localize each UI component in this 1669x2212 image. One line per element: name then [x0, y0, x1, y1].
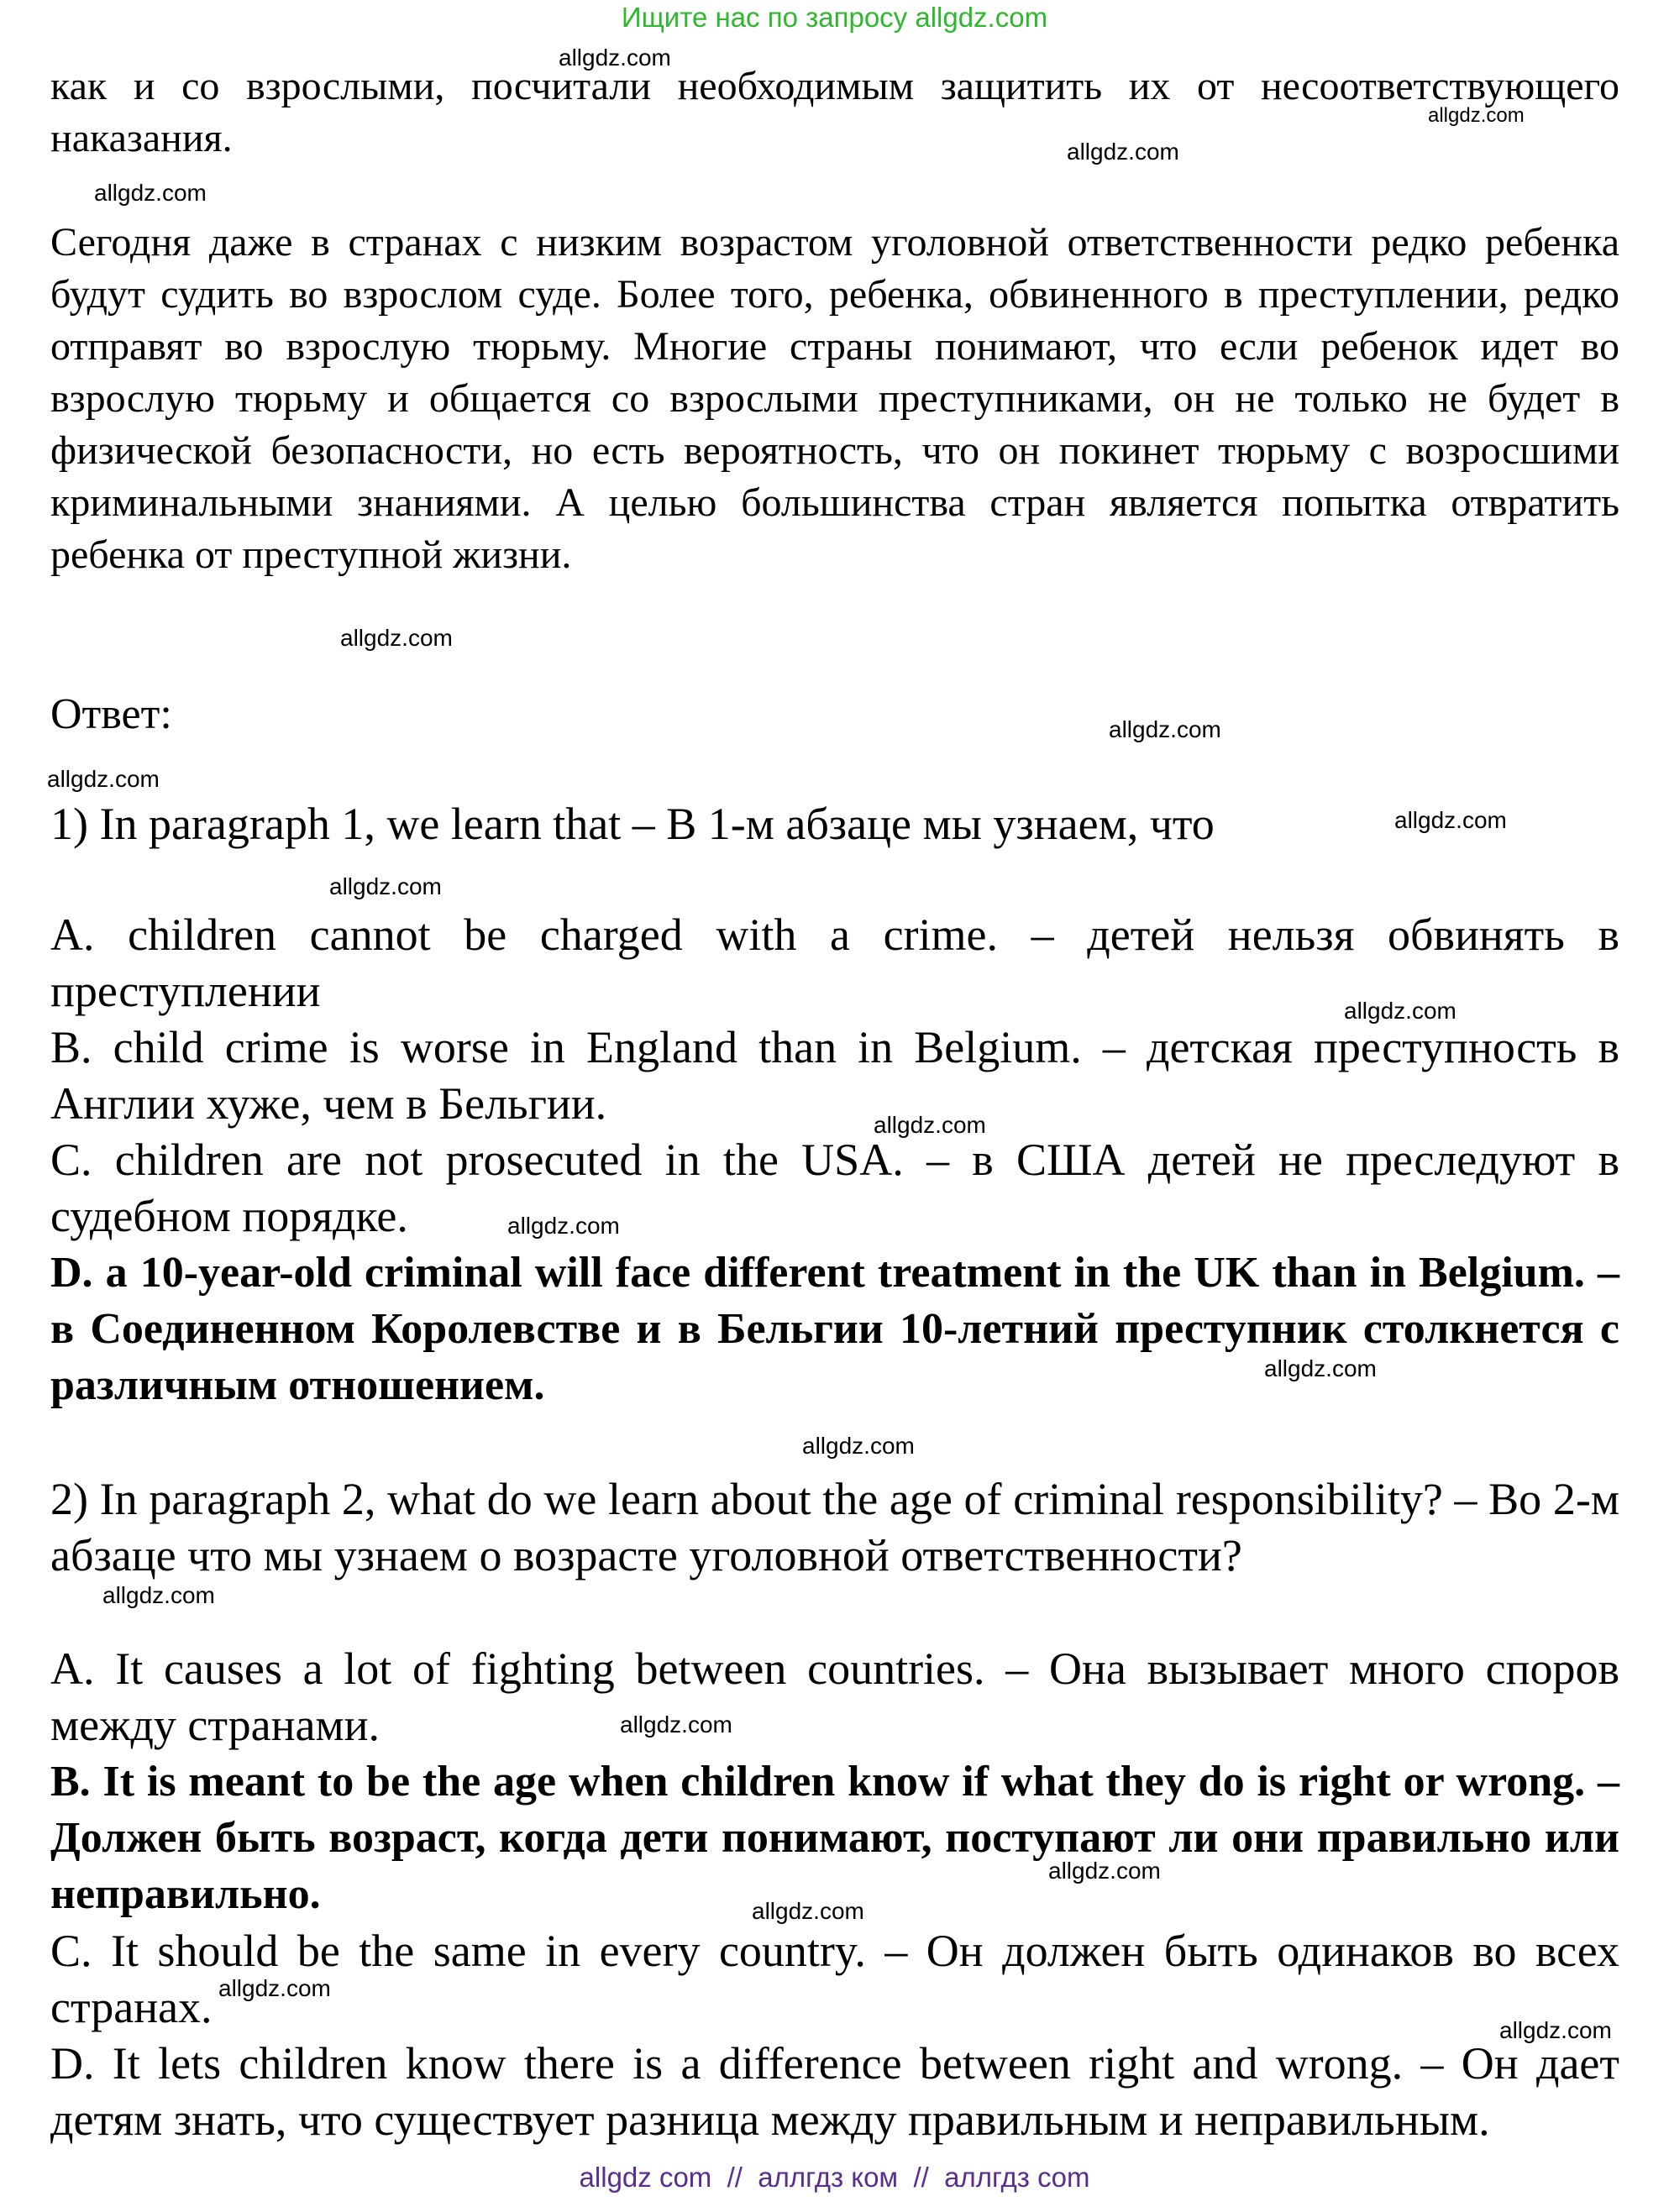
question-1-option-b: B. child crime is worse in England than in Belgium. – детская преступность в Англии хуже, чем в Бельгии. — [50, 1022, 1619, 1129]
watermark: allgdz.com — [329, 873, 442, 899]
watermark: allgdz.com — [1394, 807, 1507, 833]
question-2-option-d: D. It lets children know there is a difference between right and wrong. – Он дает детям знать, что существует разница между правильным и неправильным. — [50, 2038, 1619, 2145]
watermark: allgdz.com — [47, 766, 160, 792]
question-1-option-c: C. children are not prosecuted in the USA. – в США детей не преследуют в судебном порядке. — [50, 1135, 1619, 1241]
question-2-prompt: 2) In paragraph 2, what do we learn about the age of criminal responsibility? – Во 2-м абзаце что мы узнаем о возрасте уголовной ответственности? — [50, 1474, 1619, 1580]
watermark: allgdz.com — [1264, 1355, 1377, 1381]
watermark: allgdz.com — [507, 1213, 620, 1239]
question-1-option-a: A. children cannot be charged with a crime. – детей нельзя обвинять в преступлении — [50, 909, 1619, 1016]
text-paragraph: Сегодня даже в странах с низким возрастом уголовной ответственности редко ребенка будут судить во взрослом суде. Более того, ребенка, обвиненного в преступлении, редко отправят во взрослую тюрьму. Многие страны понимают, что если ребенок идет во взрослую тюрьму и общается со взрослыми преступниками, он не только не будет в физической безопасности, но есть вероятность, что он покинет тюрьму с возросшими криминальными знаниями. А целью большинства стран является попытка отвратить ребенка от преступной жизни. — [50, 220, 1619, 577]
watermark: allgdz.com — [94, 180, 207, 206]
watermark: allgdz.com — [1067, 139, 1179, 165]
question-1-option-d-correct: D. a 10-year-old criminal will face different treatment in the UK than in Belgium. – в Соединенном Королевстве и в Бельгии 10-летний преступник столкнется с различным отношением. — [50, 1249, 1619, 1409]
question-2-option-b-correct: B. It is meant to be the age when children know if what they do is right or wrong. – Должен быть возраст, когда дети понимают, поступают ли они правильно или неправильно. — [50, 1758, 1619, 1918]
watermark: allgdz.com — [218, 1975, 331, 2001]
watermark: allgdz.com — [752, 1898, 864, 1924]
footer-links[interactable]: allgdz com // аллгдз ком // аллгдз com — [579, 2162, 1090, 2193]
watermark: allgdz.com — [802, 1433, 915, 1459]
watermark: allgdz.com — [874, 1112, 986, 1138]
watermark: allgdz.com — [1109, 716, 1221, 742]
watermark: allgdz.com — [1048, 1858, 1161, 1884]
watermark: allgdz.com — [1499, 2017, 1612, 2043]
question-2-option-c: C. It should be the same in every country. – Он должен быть одинаков во всех странах. — [50, 1926, 1619, 2032]
watermark: allgdz.com — [340, 625, 453, 651]
watermark: allgdz.com — [1428, 104, 1525, 127]
answer-label: Ответ: — [50, 690, 172, 738]
text-paragraph-continued: как и со взрослыми, посчитали необходимым защитить их от несоответствующего наказания. — [50, 64, 1619, 160]
watermark: allgdz.com — [102, 1582, 215, 1608]
search-banner[interactable]: Ищите нас по запросу allgdz.com — [621, 2, 1048, 33]
question-2-option-a: A. It causes a lot of fighting between countries. – Она вызывает много споров между странами. — [50, 1643, 1619, 1750]
watermark: allgdz.com — [620, 1711, 732, 1738]
watermark: allgdz.com — [1344, 998, 1456, 1024]
question-1-prompt: 1) In paragraph 1, we learn that – В 1-м абзаце мы узнаем, что — [50, 799, 1215, 849]
watermark: allgdz.com — [559, 45, 671, 71]
